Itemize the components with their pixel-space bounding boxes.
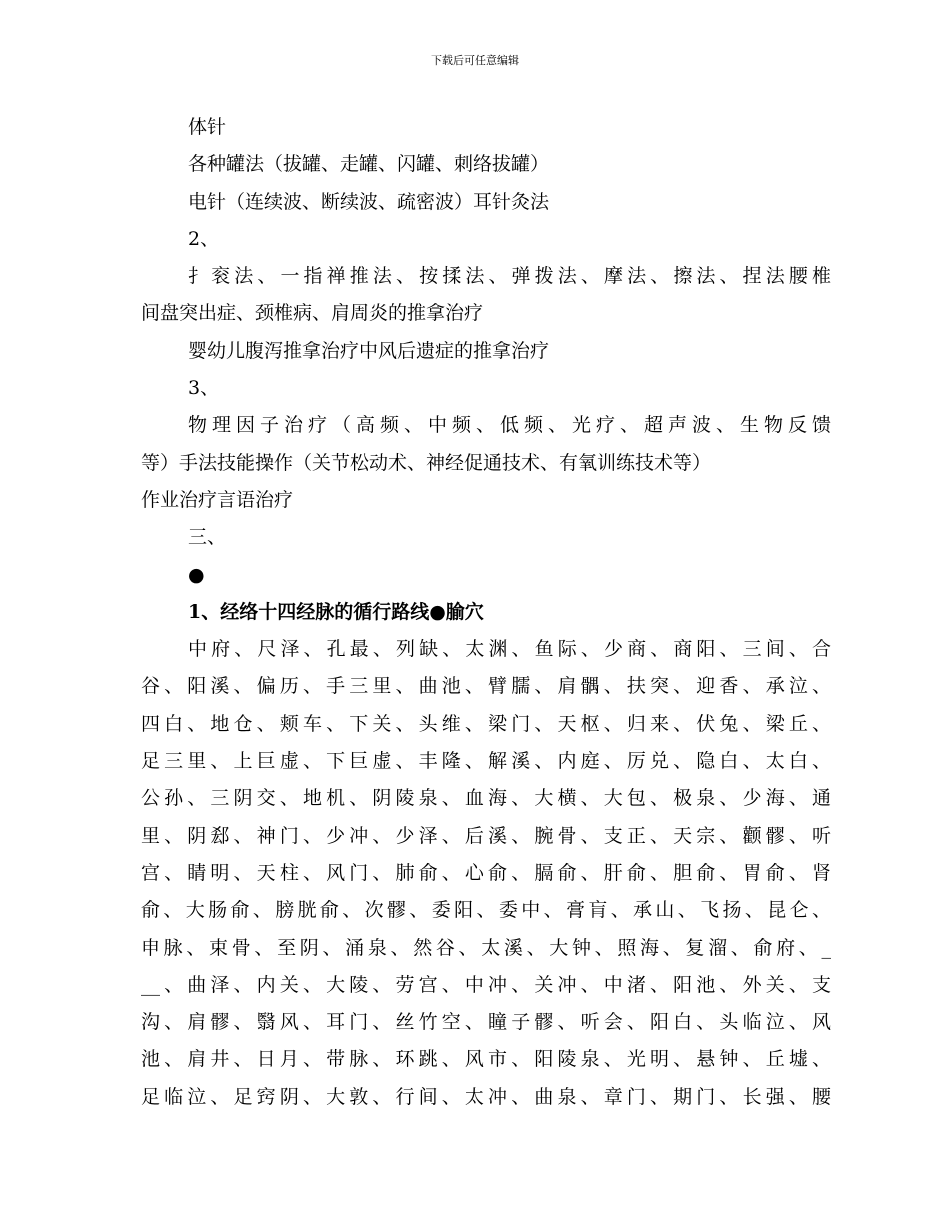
text-line: 足临泣、足窍阴、大敦、行间、太冲、曲泉、章门、期门、长强、腰 — [141, 1085, 831, 1108]
text-line: 沟、肩髎、翳风、耳门、丝竹空、瞳子髎、听会、阳白、头临泣、风 — [141, 1011, 831, 1034]
text-line: 各种罐法（拔罐、走罐、闪罐、刺络拔罐） — [188, 153, 550, 176]
text-line: 池、肩井、日月、带脉、环跳、风市、阳陵泉、光明、悬钟、丘墟、 — [141, 1048, 831, 1071]
text-line: 物理因子治疗（高频、中频、低频、光疗、超声波、生物反馈 — [188, 414, 831, 437]
text-line: 2、 — [188, 227, 220, 250]
text-line: 作业治疗言语治疗 — [141, 488, 294, 511]
text-line: 中府、尺泽、孔最、列缺、太渊、鱼际、少商、商阳、三间、合 — [188, 638, 831, 661]
text-line: 俞、大肠俞、膀胱俞、次髎、委阳、委中、膏肓、承山、飞扬、昆仑、 — [141, 899, 831, 922]
text-line: 扌衮法、一指禅推法、按揉法、弹拨法、摩法、擦法、捏法腰椎 — [188, 265, 831, 288]
text-line: 电针（连续波、断续波、疏密波）耳针灸法 — [188, 190, 550, 213]
text-line: 3、 — [188, 377, 220, 400]
text-line: 公孙、三阴交、地机、阴陵泉、血海、大横、大包、极泉、少海、通 — [141, 787, 831, 810]
text-line: 足三里、上巨虚、下巨虚、丰隆、解溪、内庭、厉兑、隐白、太白、 — [141, 750, 831, 773]
text-line: 体针 — [188, 116, 227, 138]
text-line: 婴幼儿腹泻推拿治疗中风后遗症的推拿治疗 — [188, 339, 550, 362]
text-line: ● — [188, 563, 205, 586]
text-line: 等）手法技能操作（关节松动术、神经促通技术、有氧训练技术等） — [141, 451, 712, 474]
text-line: __、曲泽、内关、大陵、劳宫、中冲、关冲、中渚、阳池、外关、支 — [141, 973, 831, 996]
text-line: 谷、阳溪、偏历、手三里、曲池、臂臑、肩髃、扶突、迎香、承泣、 — [141, 675, 831, 698]
text-line: 四白、地仓、颊车、下关、头维、梁门、天枢、归来、伏兔、梁丘、 — [141, 712, 831, 735]
text-line: 间盘突出症、颈椎病、肩周炎的推拿治疗 — [141, 302, 484, 325]
text-line: 里、阴郄、神门、少冲、少泽、后溪、腕骨、支正、天宗、颧髎、听 — [141, 824, 831, 847]
text-line: 申脉、束骨、至阴、涌泉、然谷、太溪、大钟、照海、复溜、俞府、_ — [141, 936, 831, 959]
text-line: 宫、睛明、天柱、风门、肺俞、心俞、膈俞、肝俞、胆俞、胃俞、肾 — [141, 861, 831, 884]
text-line: 三、 — [188, 526, 227, 549]
page-header: 下载后可任意编辑 — [431, 54, 519, 67]
section-heading: 1、经络十四经脉的循行路线●腧穴 — [188, 600, 484, 623]
document-body — [141, 109, 831, 1116]
